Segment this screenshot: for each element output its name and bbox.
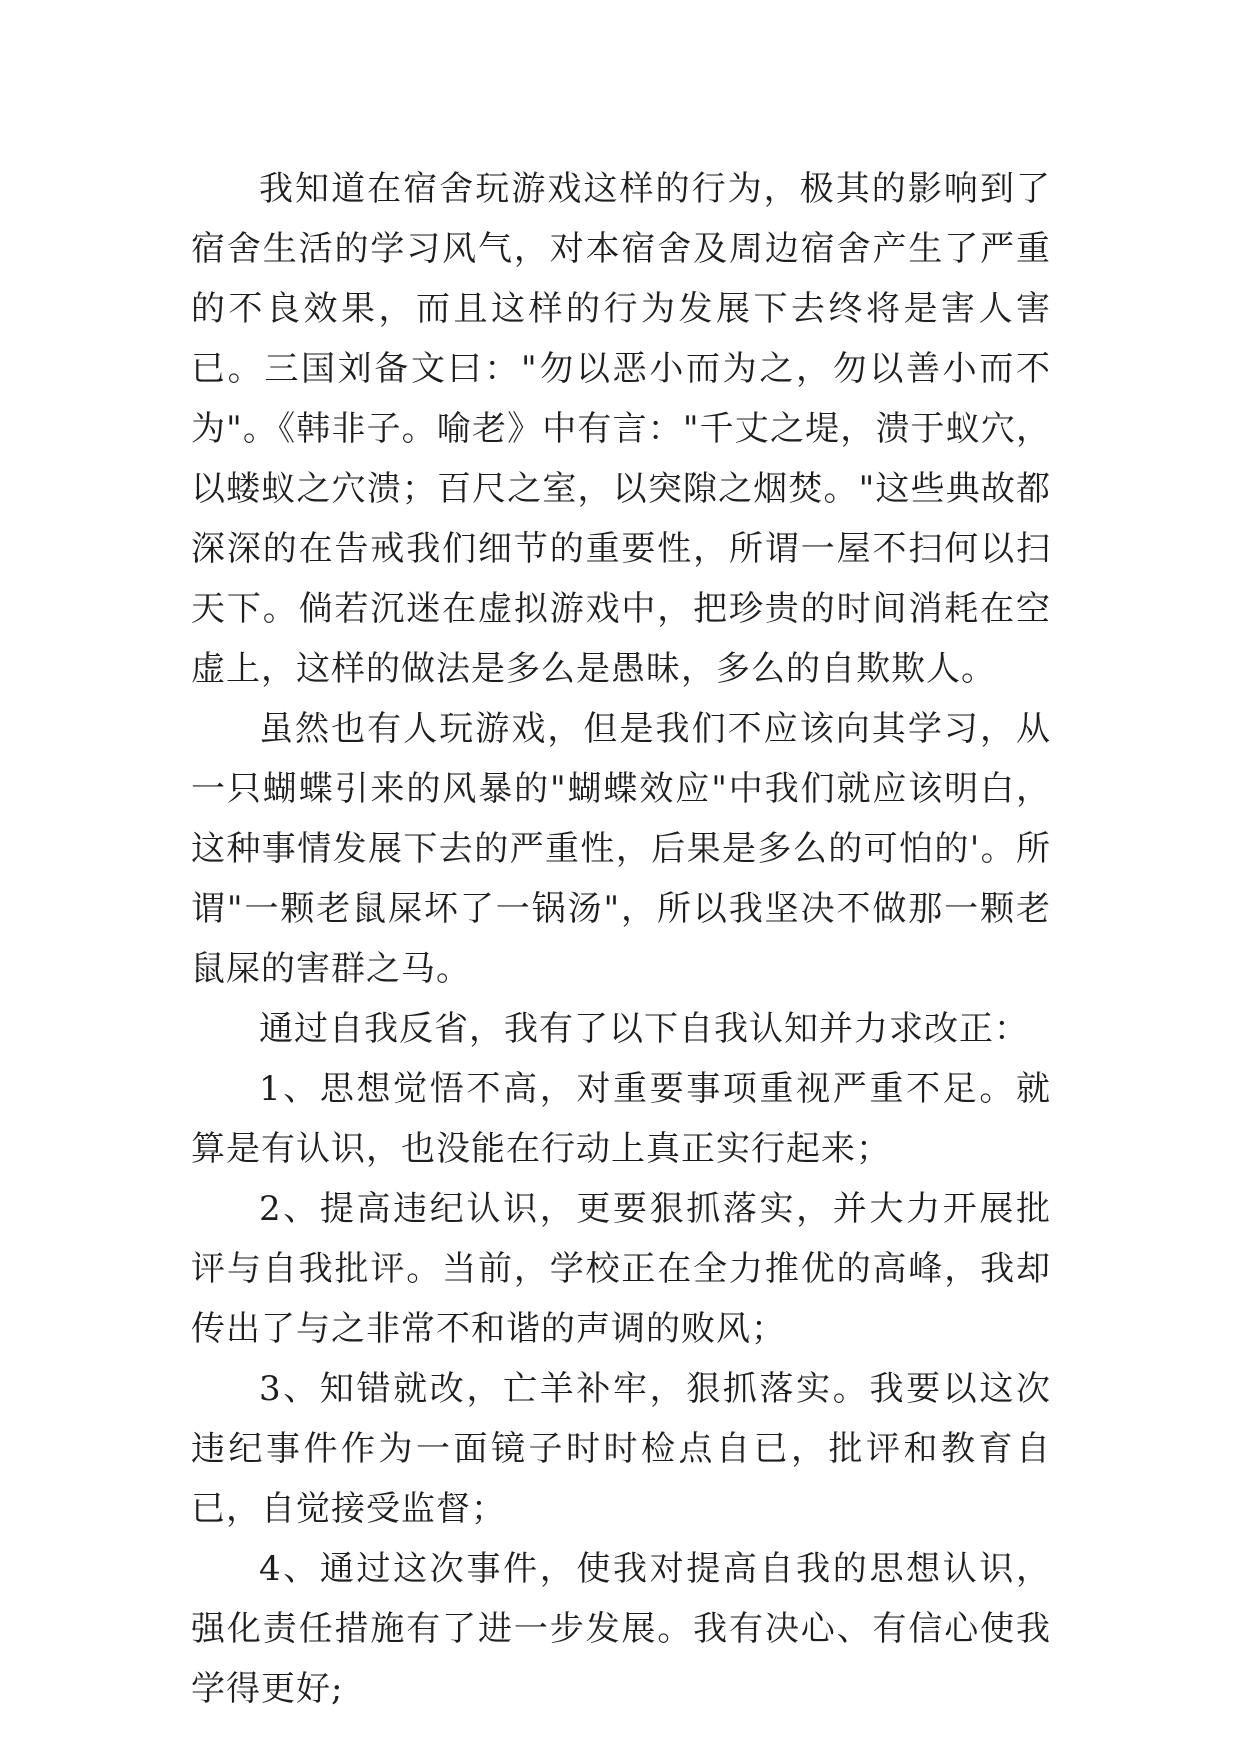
paragraph-butterfly-effect: 虽然也有人玩游戏，但是我们不应该向其学习，从一只蝴蝶引来的风暴的"蝴蝶效应"中我们就应该明白，这种事情发展下去的严重性，后果是多么的可怕的'。所谓"一颗老鼠屎坏了一锅汤"，所以我坚决不做那一颗老鼠屎的害群之马。 (191, 709, 1051, 989)
list-item-3: 3、知错就改，亡羊补牢，狠抓落实。我要以这次违纪事件作为一面镜子时时检点自已，批评和教育自已，自觉接受监督； (191, 1369, 1051, 1529)
list-item-2: 2、提高违纪认识，更要狠抓落实，并大力开展批评与自我批评。当前，学校正在全力推优的高峰，我却传出了与之非常不和谐的声调的败风； (191, 1189, 1051, 1349)
document-body (191, 159, 1051, 1719)
paragraph-self-reflection-intro: 通过自我反省，我有了以下自我认知并力求改正： (259, 1009, 1029, 1049)
list-item-4: 4、通过这次事件，使我对提高自我的思想认识，强化责任措施有了进一步发展。我有决心、有信心使我学得更好; (191, 1549, 1051, 1709)
list-item-1: 1、思想觉悟不高，对重要事项重视严重不足。就算是有认识，也没能在行动上真正实行起来； (191, 1069, 1051, 1169)
paragraph-dorm-gaming-impact: 我知道在宿舍玩游戏这样的行为，极其的影响到了宿舍生活的学习风气，对本宿舍及周边宿舍产生了严重的不良效果，而且这样的行为发展下去终将是害人害已。三国刘备文曰："勿以恶小而为之，勿以善小而不为"。《韩非子。喻老》中有言："千丈之堤，溃于蚁穴，以蝼蚁之穴溃；百尺之室，以突隙之烟焚。"这些典故都深深的在告戒我们细节的重要性，所谓一屋不扫何以扫天下。倘若沉迷在虚拟游戏中，把珍贵的时间消耗在空虚上，这样的做法是多么是愚昧，多么的自欺欺人。 (191, 169, 1051, 689)
